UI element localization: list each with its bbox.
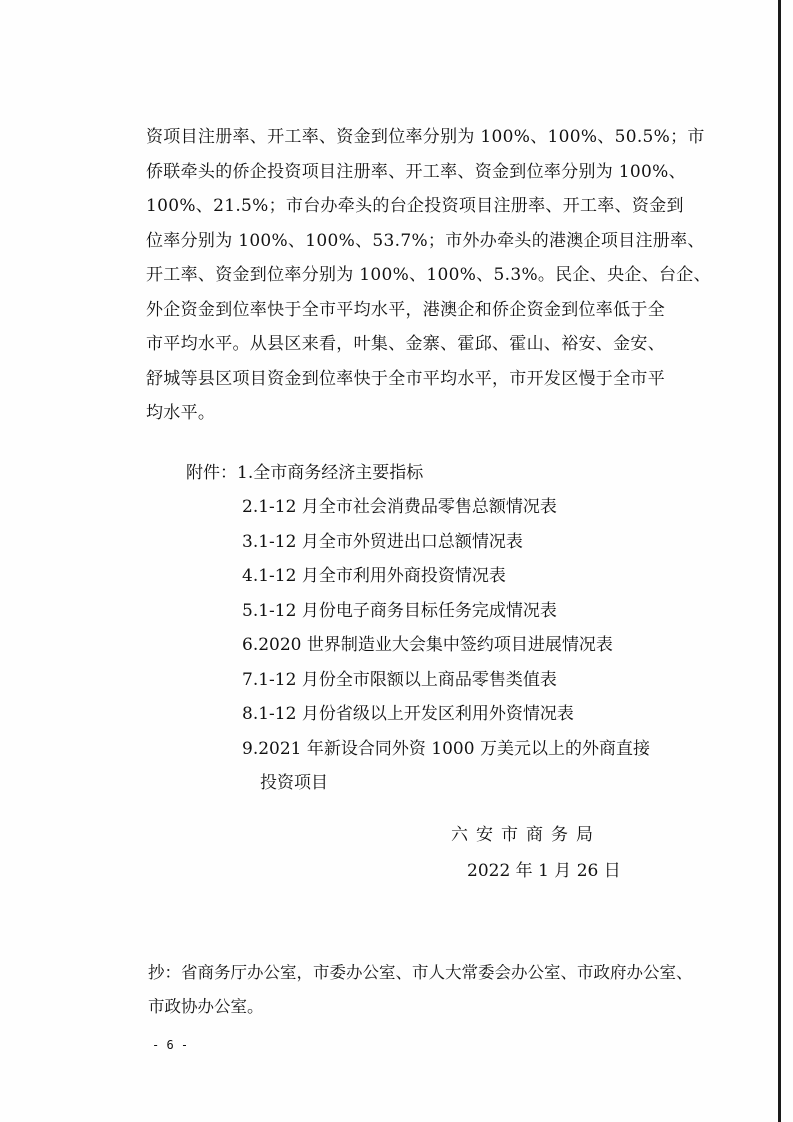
attachments-list xyxy=(242,490,650,801)
body-line: 侨联牵头的侨企投资项目注册率、开工率、资金到位率分别为 100%、 xyxy=(146,161,686,182)
attachment-item: 5.1-12 月份电子商务目标任务完成情况表 xyxy=(242,600,557,621)
attachment-item: 8.1-12 月份省级以上开发区利用外资情况表 xyxy=(242,704,574,724)
body-paragraph xyxy=(146,120,711,431)
attachment-item: 6.2020 世界制造业大会集中签约项目进展情况表 xyxy=(242,635,613,655)
attachments-heading: 附件：1.全市商务经济主要指标 xyxy=(186,463,424,483)
page-number: - 6 - xyxy=(152,1038,189,1052)
body-line: 均水平。 xyxy=(146,403,216,423)
cc-line: 抄：省商务厅办公室，市委办公室、市人大常委会办公室、市政府办公室、 xyxy=(148,963,693,982)
attachment-item-continuation: 投资项目 xyxy=(260,773,328,793)
attachment-item: 3.1-12 月全市外贸进出口总额情况表 xyxy=(242,531,523,552)
body-line: 开工率、资金到位率分别为 100%、100%、5.3%。民企、央企、台企、 xyxy=(146,265,711,285)
attachment-item: 7.1-12 月份全市限额以上商品零售类值表 xyxy=(242,669,557,690)
attachment-item: 9.2021 年新设合同外资 1000 万美元以上的外商直接 xyxy=(242,738,650,759)
attachment-item: 4.1-12 月全市利用外商投资情况表 xyxy=(242,566,506,586)
cc-line: 市政协办公室。 xyxy=(148,997,264,1016)
body-line: 位率分别为 100%、100%、53.7%；市外办牵头的港澳企项目注册率、 xyxy=(146,230,705,251)
attachment-item: 2.1-12 月全市社会消费品零售总额情况表 xyxy=(242,497,557,517)
body-line: 资项目注册率、开工率、资金到位率分别为 100%、100%、50.5%；市 xyxy=(146,127,705,147)
body-line: 舒城等县区项目资金到位率快于全市平均水平，市开发区慢于全市平 xyxy=(146,368,665,389)
signature-organization: 六安市商务局 xyxy=(451,825,601,845)
body-line: 100%、21.5%；市台办牵头的台企投资项目注册率、开工率、资金到 xyxy=(146,196,684,216)
body-line: 市平均水平。从县区来看，叶集、金寨、霍邱、霍山、裕安、金安、 xyxy=(146,334,665,354)
body-line: 外企资金到位率快于全市平均水平，港澳企和侨企资金到位率低于全 xyxy=(146,299,665,320)
cc-block xyxy=(148,956,708,1024)
signature-date: 2022 年 1 月 26 日 xyxy=(467,861,621,881)
scan-edge-line xyxy=(778,0,781,1122)
